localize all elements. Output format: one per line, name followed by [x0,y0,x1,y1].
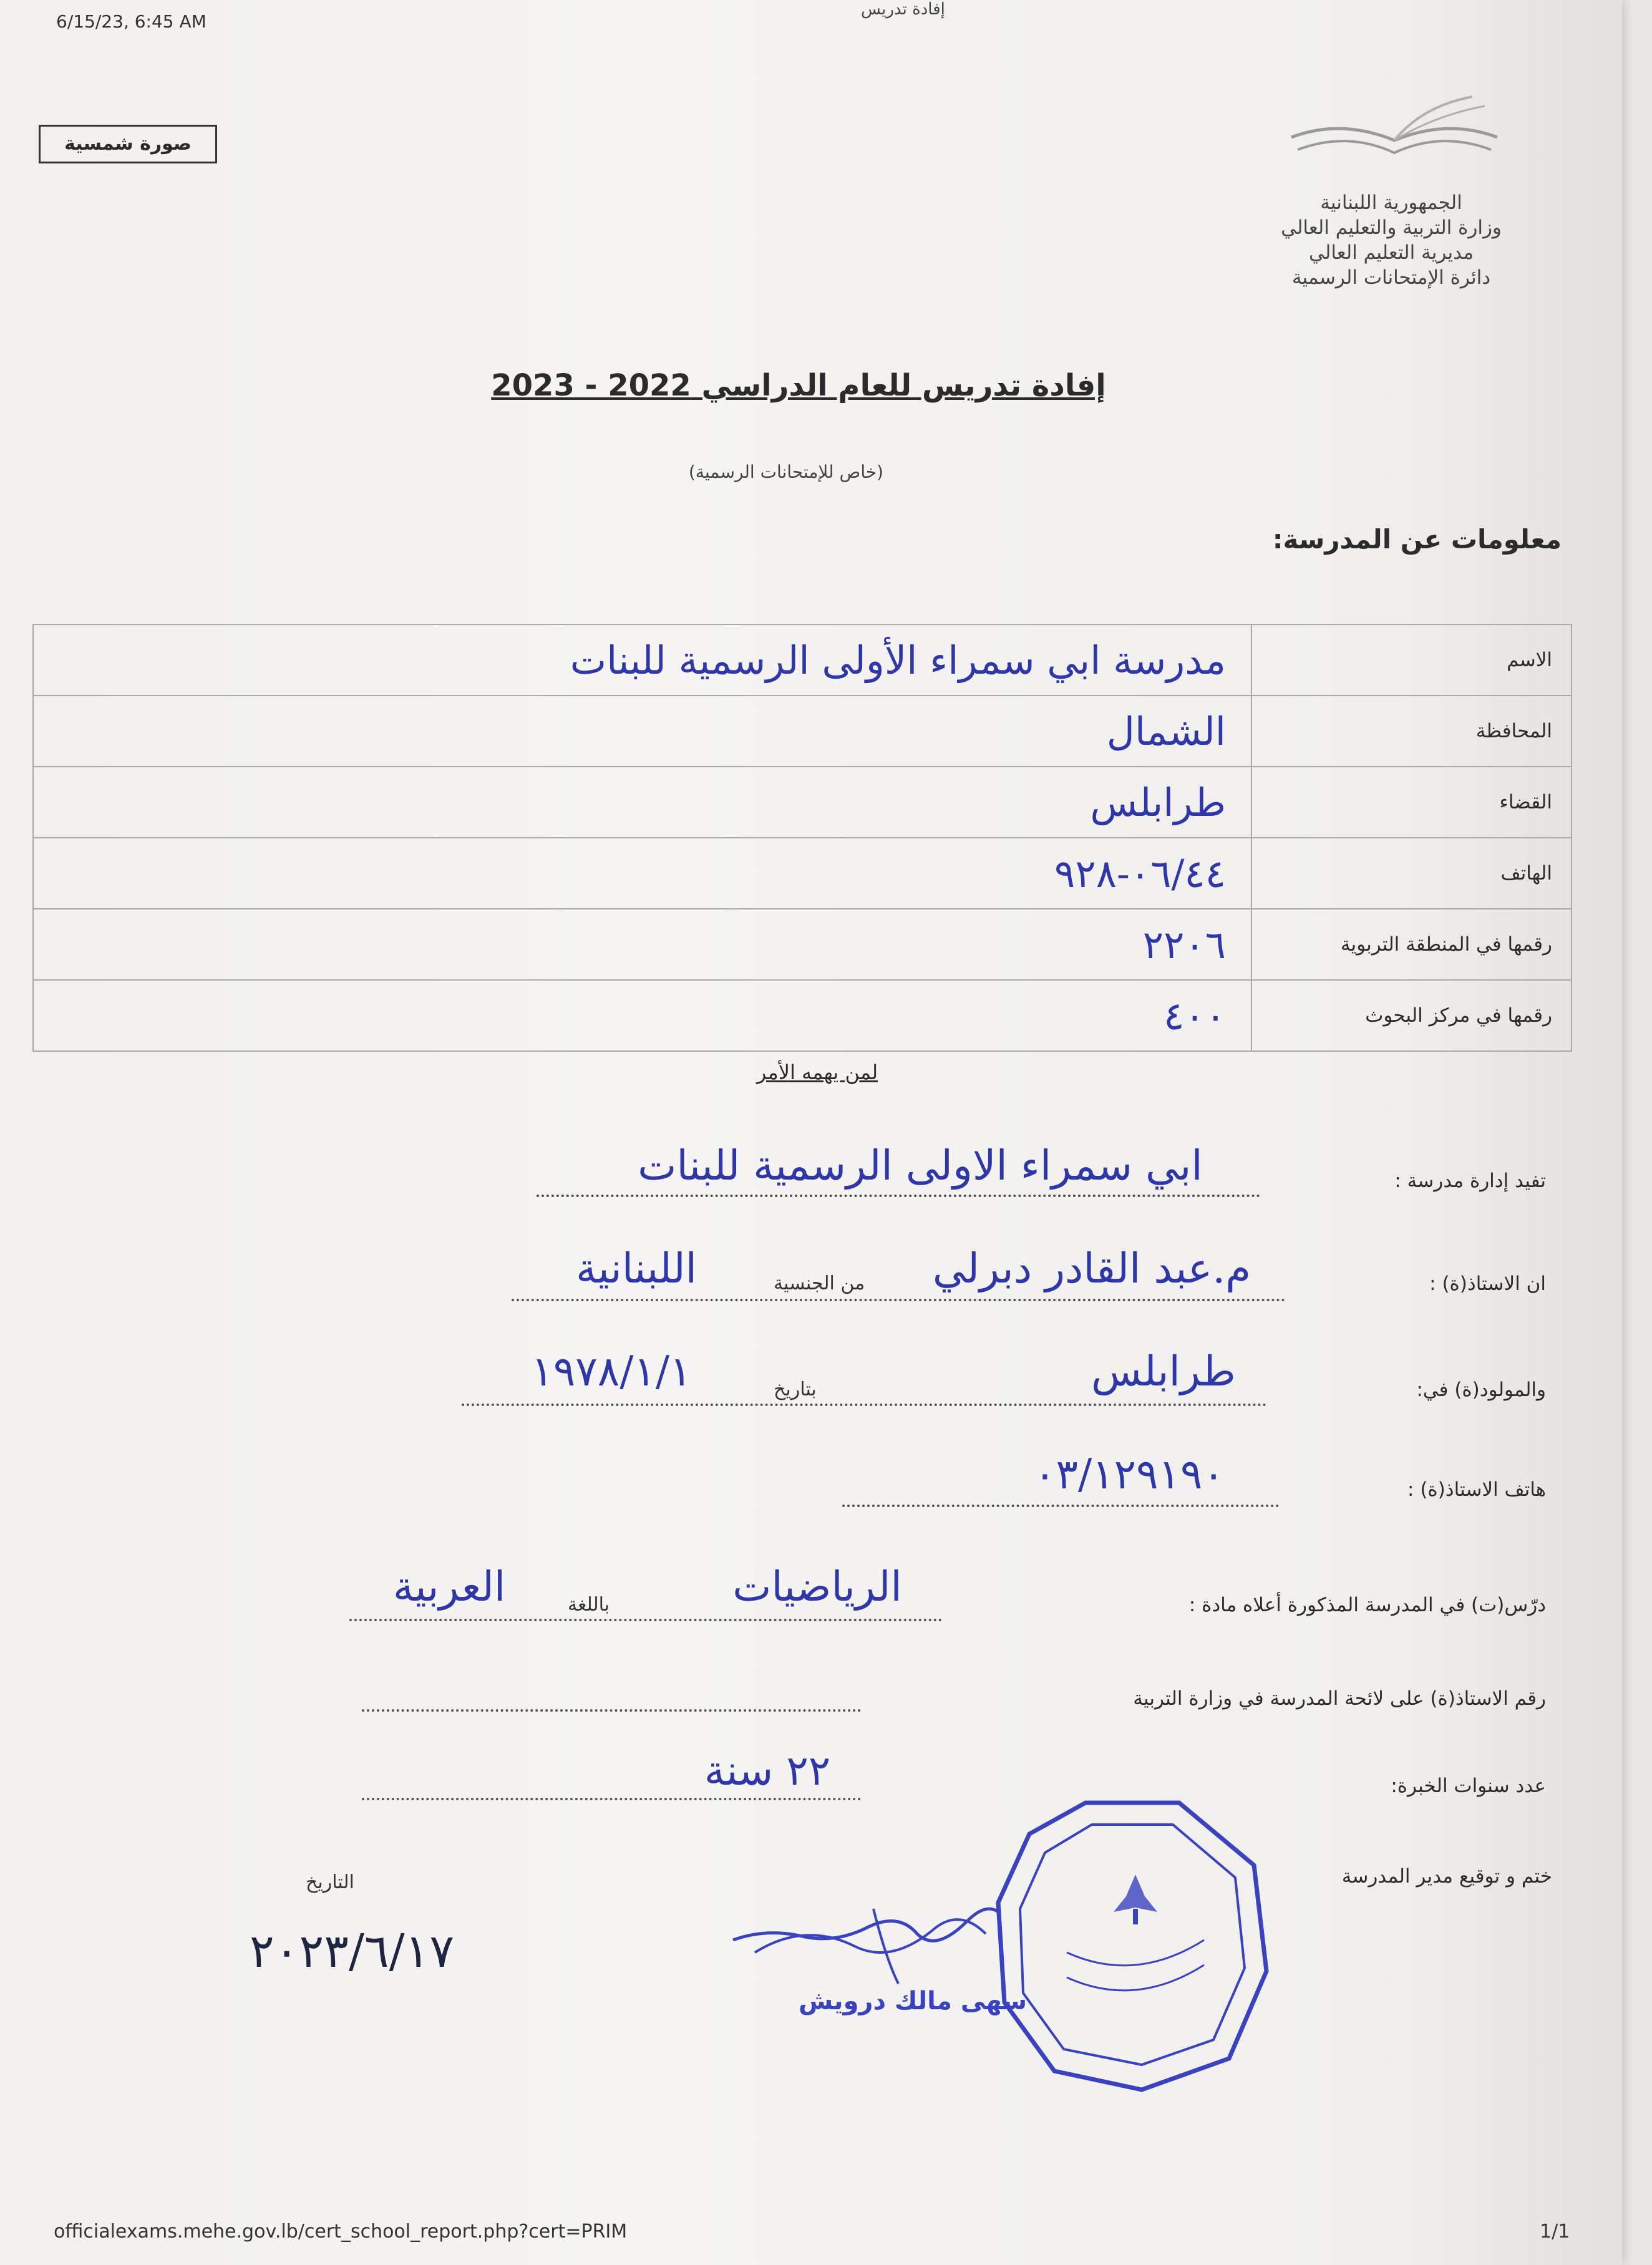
dotted-line [537,1195,1260,1197]
row-label: رقمها في مركز البحوث [1251,980,1572,1051]
table-row [33,767,1572,838]
table-row [33,696,1572,767]
teacher-label: ان الاستاذ(ة) : [1429,1273,1546,1295]
ministry-line: وزارة التربية والتعليم العالي [1281,216,1502,239]
school-info-table [32,624,1572,1052]
official-stamp-icon [992,1797,1273,2096]
table-row [33,980,1572,1051]
dotted-line [512,1299,1285,1301]
nationality-value: اللبنانية [576,1244,697,1293]
school-admin-value: ابي سمراء الاولى الرسمية للبنات [638,1142,1203,1190]
row-value: ٠٦/٤٤-٩٢٨ [33,838,1251,909]
teacher-phone-label: هاتف الاستاذ(ة) : [1407,1478,1546,1501]
table-row [33,909,1572,980]
subject-value: الرياضيات [732,1563,902,1611]
language-label: باللغة [568,1594,610,1616]
dotted-line [462,1404,1266,1406]
dotted-line [349,1619,942,1621]
dotted-line [842,1505,1279,1507]
ministry-line: مديرية التعليم العالي [1309,241,1474,264]
stamp-signature-label: ختم و توقيع مدير المدرسة [1341,1865,1552,1888]
principal-stamp-name: سهى مالك درويش [799,1987,1028,2015]
document-subtitle: (خاص للإمتحانات الرسمية) [688,462,884,482]
row-value: ٤٠٠ [33,980,1251,1051]
born-label: والمولود(ة) في: [1416,1379,1546,1401]
row-value: الشمال [33,696,1251,767]
ministry-header [1217,190,1566,290]
row-label: الاسم [1251,624,1572,696]
birth-date-value: ١٩٧٨/١/١ [531,1347,692,1395]
footer-url: officialexams.mehe.gov.lb/cert_school_report.php?cert=PRIM [54,2221,628,2243]
date-label: التاريخ [306,1871,354,1893]
dotted-line [362,1798,861,1800]
print-datetime: 6/15/23, 6:45 AM [56,11,206,32]
experience-value: ٢٢ سنة [704,1747,831,1795]
nationality-label: من الجنسية [774,1273,865,1294]
section-heading: معلومات عن المدرسة: [1272,524,1562,555]
school-admin-label: تفيد إدارة مدرسة : [1394,1170,1546,1192]
row-label: رقمها في المنطقة التربوية [1251,909,1572,980]
ministry-logo-icon [1285,94,1504,181]
table-row [33,624,1572,696]
ministry-line: الجمهورية اللبنانية [1320,192,1462,214]
footer-page-number: 1/1 [1540,2221,1570,2243]
print-title: إفادة تدريس [861,0,945,19]
photo-box: صورة شمسية [39,125,217,163]
teacher-name-value: م.عبد القادر دبرلي [932,1244,1251,1293]
experience-label: عدد سنوات الخبرة: [1391,1775,1546,1797]
row-label: القضاء [1251,767,1572,838]
document-title: إفادة تدريس للعام الدراسي 2022 - 2023 [491,368,1106,403]
birth-place-value: طرابلس [1091,1347,1236,1395]
table-row [33,838,1572,909]
language-value: العربية [392,1563,506,1611]
row-value: مدرسة ابي سمراء الأولى الرسمية للبنات [33,624,1251,696]
dotted-line [362,1709,861,1712]
row-label: الهاتف [1251,838,1572,909]
roster-number-label: رقم الاستاذ(ة) على لائحة المدرسة في وزارة التربية [1133,1687,1546,1710]
row-label: المحافظة [1251,696,1572,767]
to-whom-heading: لمن يهمه الأمر [756,1060,878,1084]
row-value: طرابلس [33,767,1251,838]
taught-subject-label: درّس(ت) في المدرسة المذكورة أعلاه مادة : [1188,1594,1546,1616]
birth-date-label: بتاريخ [774,1379,817,1400]
row-value: ٢٢٠٦ [33,909,1251,980]
teacher-phone-value: ٠٣/١٢٩١٩٠ [1034,1450,1225,1498]
ministry-line: دائرة الإمتحانات الرسمية [1291,266,1491,289]
date-value: ٢٠٢٣/٦/١٧ [250,1924,455,1978]
